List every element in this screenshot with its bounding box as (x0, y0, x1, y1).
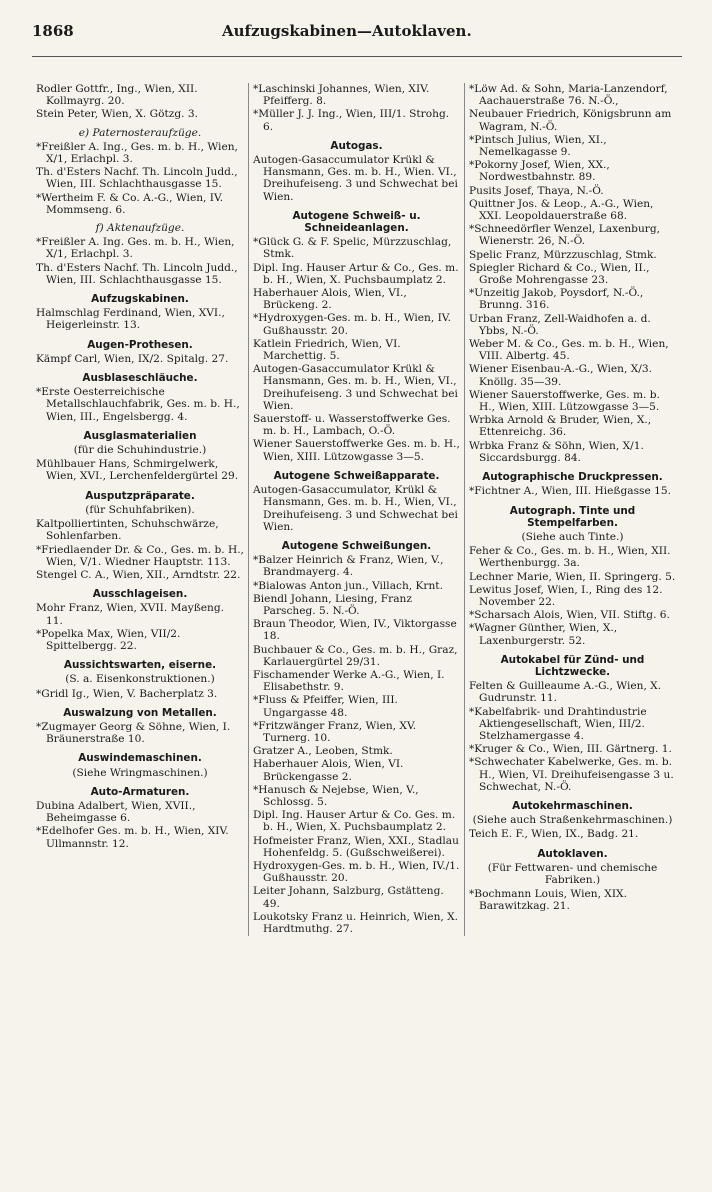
cross-reference-note: (Für Fettwaren- und chemische Fabriken.) (487, 861, 658, 886)
section-heading: Ausblaseschläuche. (82, 372, 198, 385)
directory-entry: Wrbka Franz & Söhn, Wien, X/1. Siccardsburgg. 84. (469, 439, 644, 464)
directory-entry: Quittner Jos. & Leop., A.-G., Wien, XXI. Leopoldauerstraße 68. (469, 197, 654, 223)
directory-entry: *Friedlaender Dr. & Co., Ges. m. b. H., Wien, V/1. Wiedner Hauptstr. 113. (36, 543, 244, 568)
cross-reference-note: (für Schuhfabriken). (85, 503, 195, 516)
directory-entry: *Fluss & Pfeiffer, Wien, III. Ungargasse 48. (253, 694, 398, 719)
directory-entry: Feher & Co., Ges. m. b. H., Wien, XII. Werthenburgg. 3a. (469, 545, 671, 570)
directory-entry: Teich E. F., Wien, IX., Badg. 21. (469, 828, 639, 841)
section-heading: Autogene Schweiß- u. Schneideanlagen. (292, 209, 421, 235)
directory-entry: *Scharsach Alois, Wien, VII. Stiftg. 6. (469, 609, 670, 622)
directory-entry: Autogen-Gasaccumulator, Krükl & Hansmann, Ges. m. b. H., Wien, VI., Dreihufeiseng. 3 und Schwechat bei Wien. (253, 484, 458, 533)
directory-entry: Spiegler Richard & Co., Wien, II., Große Mohrengasse 23. (469, 261, 650, 287)
directory-entry: Biendl Johann, Liesing, Franz Parscheg. 5. N.-Ö. (253, 592, 412, 617)
directory-entry: Hydroxygen-Ges. m. b. H., Wien, IV./1. Gußhausstr. 20. (253, 859, 460, 885)
directory-entry: *Wagner Günther, Wien, X., Laxenburgerstr. 52. (469, 622, 618, 647)
directory-entry: *Bochmann Louis, Wien, XIX. Barawitzkag. 21. (469, 888, 627, 913)
section-heading: Autogene Schweißungen. (281, 539, 432, 552)
section-heading: Ausglasmaterialien (83, 429, 197, 442)
directory-entry: Neubauer Friedrich, Königsbrunn am Wagram, N.-Ö. (469, 108, 672, 133)
directory-entry: *Freißler A. Ing., Ges. m. b. H., Wien, X/1, Erlachpl. 3. (36, 140, 238, 166)
directory-entry: *Erste Oesterreichische Metallschlauchfabrik, Ges. m. b. H., Wien, III., Engelsbergg. 4. (36, 386, 240, 423)
directory-entry: Dipl. Ing. Hauser Artur & Co., Ges. m. b. H., Wien, X. Puchsbaumplatz 2. (253, 261, 459, 286)
section-heading: Autographische Druckpressen. (482, 471, 663, 484)
directory-entry: Wiener Sauerstoffwerke Ges. m. b. H., Wien, XIII. Lützowgasse 3—5. (253, 438, 460, 463)
directory-entry: Dubina Adalbert, Wien, XVII., Beheimgasse 6. (36, 799, 196, 825)
directory-entry: Mühlbauer Hans, Schmirgelwerk, Wien, XVI., Lerchenfeldergürtel 29. (36, 458, 239, 483)
directory-entry: Lechner Marie, Wien, II. Springerg. 5. (469, 570, 676, 583)
directory-entry: Mohr Franz, Wien, XVII. Mayßeng. 11. (36, 602, 225, 627)
directory-entry: Loukotsky Franz u. Heinrich, Wien, X. Hardtmuthg. 27. (253, 910, 459, 935)
directory-entry: Weber M. & Co., Ges. m. b. H., Wien, VIII. Albertg. 45. (469, 338, 669, 363)
section-heading: Auswindemaschinen. (78, 752, 202, 765)
directory-entry: *Edelhofer Ges. m. b. H., Wien, XIV. Ullmannstr. 12. (36, 825, 229, 850)
directory-entry: *Gridl Ig., Wien, V. Bacherplatz 3. (36, 687, 218, 700)
directory-entry: *Hydroxygen-Ges. m. b. H., Wien, IV. Gußhausstr. 20. (253, 312, 451, 337)
directory-entry: *Bialowas Anton jun., Villach, Krnt. (253, 579, 443, 592)
directory-entry: *Hanusch & Nejebse, Wien, V., Schlossg. 5. (253, 783, 419, 808)
section-heading: Aufzugskabinen. (91, 293, 189, 306)
section-heading: Aussichtswarten, eiserne. (63, 659, 217, 672)
directory-entry: Hofmeister Franz, Wien, XXI., Stadlau Hohenfeldg. 5. (Gußschweißerei). (253, 834, 459, 859)
directory-entry: Wrbka Arnold & Bruder, Wien, X., Ettenreichg. 36. (469, 414, 652, 439)
directory-entry: *Unzeitig Jakob, Poysdorf, N.-Ö., Brunng. 316. (469, 287, 644, 312)
directory-entry: Kämpf Carl, Wien, IX/2. Spitalg. 27. (36, 352, 229, 365)
section-heading: Autokehrmaschinen. (512, 799, 633, 812)
cross-reference-note: (Siehe Wringmaschinen.) (72, 766, 208, 779)
directory-entry: *Pintsch Julius, Wien, XI., Nemelkagasse 9. (469, 133, 607, 159)
directory-entry: Buchbauer & Co., Ges. m. b. H., Graz, Karlauergürtel 29/31. (253, 643, 458, 668)
directory-entry: Stein Peter, Wien, X. Götzg. 3. (36, 108, 198, 121)
directory-entry: Stengel C. A., Wien, XII., Arndtstr. 22. (36, 568, 241, 581)
directory-entry: Felten & Guilleaume A.-G., Wien, X. Gudrunstr. 11. (469, 680, 662, 705)
directory-entry: *Fritzwänger Franz, Wien, XV. Turnerg. 10. (253, 719, 417, 744)
directory-entry: Rodler Gottfr., Ing., Wien, XII. Kollmayrg. 20. (36, 83, 198, 108)
page-number: 1868 (32, 22, 74, 40)
directory-entry: *Laschinski Johannes, Wien, XIV. Pfeifferg. 8. (253, 83, 430, 108)
directory-entry: Autogen-Gasaccumulator Krükl & Hansmann, Ges. m. b. H., Wien. VI., Dreihufeiseng. 3 und Schwechat bei Wien. (253, 154, 458, 203)
directory-entry: Haberhauer Alois, Wien, VI., Brückeng. 2. (253, 287, 407, 312)
directory-entry: *Kruger & Co., Wien, III. Gärtnerg. 1. (469, 743, 672, 756)
directory-entry: Leiter Johann, Salzburg, Gstätteng. 49. (253, 885, 444, 910)
directory-entry: *Schwechater Kabelwerke, Ges. m. b. H., Wien, VI. Dreihufeisengasse 3 u. Schwechat, N.-Ö. (469, 756, 674, 793)
column-middle (248, 83, 464, 936)
directory-entry: *Glück G. & F. Spelic, Mürzzuschlag, Stmk. (253, 236, 452, 261)
column-left (32, 83, 248, 936)
cross-reference-note: (Siehe auch Straßenkehrmaschinen.) (472, 814, 673, 827)
directory-entry: Pusits Josef, Thaya, N.-Ö. (469, 184, 604, 197)
column-right (464, 83, 680, 936)
directory-entry: *Wertheim F. & Co. A.-G., Wien, IV. Mommseng. 6. (36, 191, 224, 216)
directory-entry: Spelic Franz, Mürzzuschlag, Stmk. (469, 248, 657, 261)
section-heading: Autograph. Tinte und Stempelfarben. (509, 504, 636, 529)
directory-entry: *Popelka Max, Wien, VII/2. Spittelbergg. 22. (36, 627, 181, 652)
cross-reference-note: (Siehe auch Tinte.) (521, 530, 624, 543)
section-heading: Autogas. (330, 139, 383, 152)
page-title: Aufzugskabinen—Autoklaven. (222, 22, 472, 40)
directory-entry: *Balzer Heinrich & Franz, Wien, V., Brandmayerg. 4. (253, 554, 444, 579)
directory-entry: Gratzer A., Leoben, Stmk. (253, 745, 393, 758)
directory-entry: *Löw Ad. & Sohn, Maria-Lanzendorf, Aachauerstraße 76. N.-Ö., (469, 83, 668, 108)
directory-entry: Th. d'Esters Nachf. Th. Lincoln Judd., Wien, III. Schlachthausgasse 15. (36, 261, 238, 286)
directory-entry: *Müller J. J. Ing., Wien, III/1. Strohg. 6. (253, 108, 450, 133)
directory-entry: Katlein Friedrich, Wien, VI. Marchettig. 5. (253, 337, 401, 363)
subsection-heading: e) Paternosteraufzüge. (78, 126, 202, 139)
directory-entry: *Freißler A. Ing. Ges. m. b. H., Wien, X/1, Erlachpl. 3. (36, 236, 235, 261)
section-heading: Auswalzung von Metallen. (63, 706, 217, 719)
directory-entry: Lewitus Josef, Wien, I., Ring des 12. November 22. (469, 583, 663, 608)
section-heading: Auto-Armaturen. (90, 785, 190, 798)
directory-entry: Braun Theodor, Wien, IV., Viktorgasse 18. (253, 618, 457, 643)
section-heading: Autoklaven. (537, 847, 608, 860)
section-heading: Ausschlageisen. (92, 588, 188, 601)
columns (32, 57, 682, 936)
cross-reference-note: (für die Schuhindustrie.) (73, 444, 207, 457)
section-heading: Autokabel für Zünd- und Lichtzwecke. (500, 653, 645, 678)
directory-entry: Urban Franz, Zell-Waidhofen a. d. Ybbs, N.-Ö. (469, 312, 651, 337)
directory-entry: Sauerstoff- u. Wasserstoffwerke Ges. m. b. H., Lambach, O.-Ö. (253, 413, 451, 438)
directory-entry: Th. d'Esters Nachf. Th. Lincoln Judd., Wien, III. Schlachthausgasse 15. (36, 166, 238, 191)
directory-entry: Wiener Sauerstoffwerke, Ges. m. b. H., Wien, XIII. Lützowgasse 3—5. (469, 388, 660, 414)
subsection-heading: f) Aktenaufzüge. (95, 222, 185, 235)
directory-entry: Dipl. Ing. Hauser Artur & Co. Ges. m. b. H., Wien, X. Puchsbaumplatz 2. (253, 809, 456, 834)
directory-entry: Kaltpolliertinten, Schuhschwärze, Sohlenfarben. (36, 518, 219, 543)
directory-entry: Haberhauer Alois, Wien, VI. Brückengasse 2. (253, 758, 404, 783)
directory-entry: Autogen-Gasaccumulator Krükl & Hansmann, Ges. m. b. H., Wien, VI., Dreihufeiseng. 3 und Schwechat bei Wien. (253, 363, 458, 412)
section-heading: Ausputzpräparate. (85, 489, 195, 502)
directory-entry: *Zugmayer Georg & Söhne, Wien, I. Bräunerstraße 10. (36, 720, 231, 746)
directory-entry: Halmschlag Ferdinand, Wien, XVI., Heigerleinstr. 13. (36, 307, 225, 332)
directory-entry: *Pokorny Josef, Wien, XX., Nordwestbahnstr. 89. (469, 159, 610, 184)
section-heading: Autogene Schweißapparate. (273, 469, 440, 482)
directory-entry: *Schneedörfler Wenzel, Laxenburg, Wienerstr. 26, N.-Ö. (469, 223, 660, 248)
directory-entry: Fischamender Werke A.-G., Wien, I. Elisabethstr. 9. (253, 668, 445, 694)
page-header (32, 22, 682, 57)
section-heading: Augen-Prothesen. (87, 338, 193, 351)
cross-reference-note: (S. a. Eisenkonstruktionen.) (65, 673, 215, 686)
directory-entry: *Kabelfabrik- und Drahtindustrie Aktiengesellschaft, Wien, III/2. Stelzhamergasse 4. (469, 705, 647, 742)
directory-entry: *Fichtner A., Wien, III. Hießgasse 15. (469, 485, 671, 498)
directory-entry: Wiener Eisenbau-A.-G., Wien, X/3. Knöllg. 35—39. (469, 363, 652, 388)
